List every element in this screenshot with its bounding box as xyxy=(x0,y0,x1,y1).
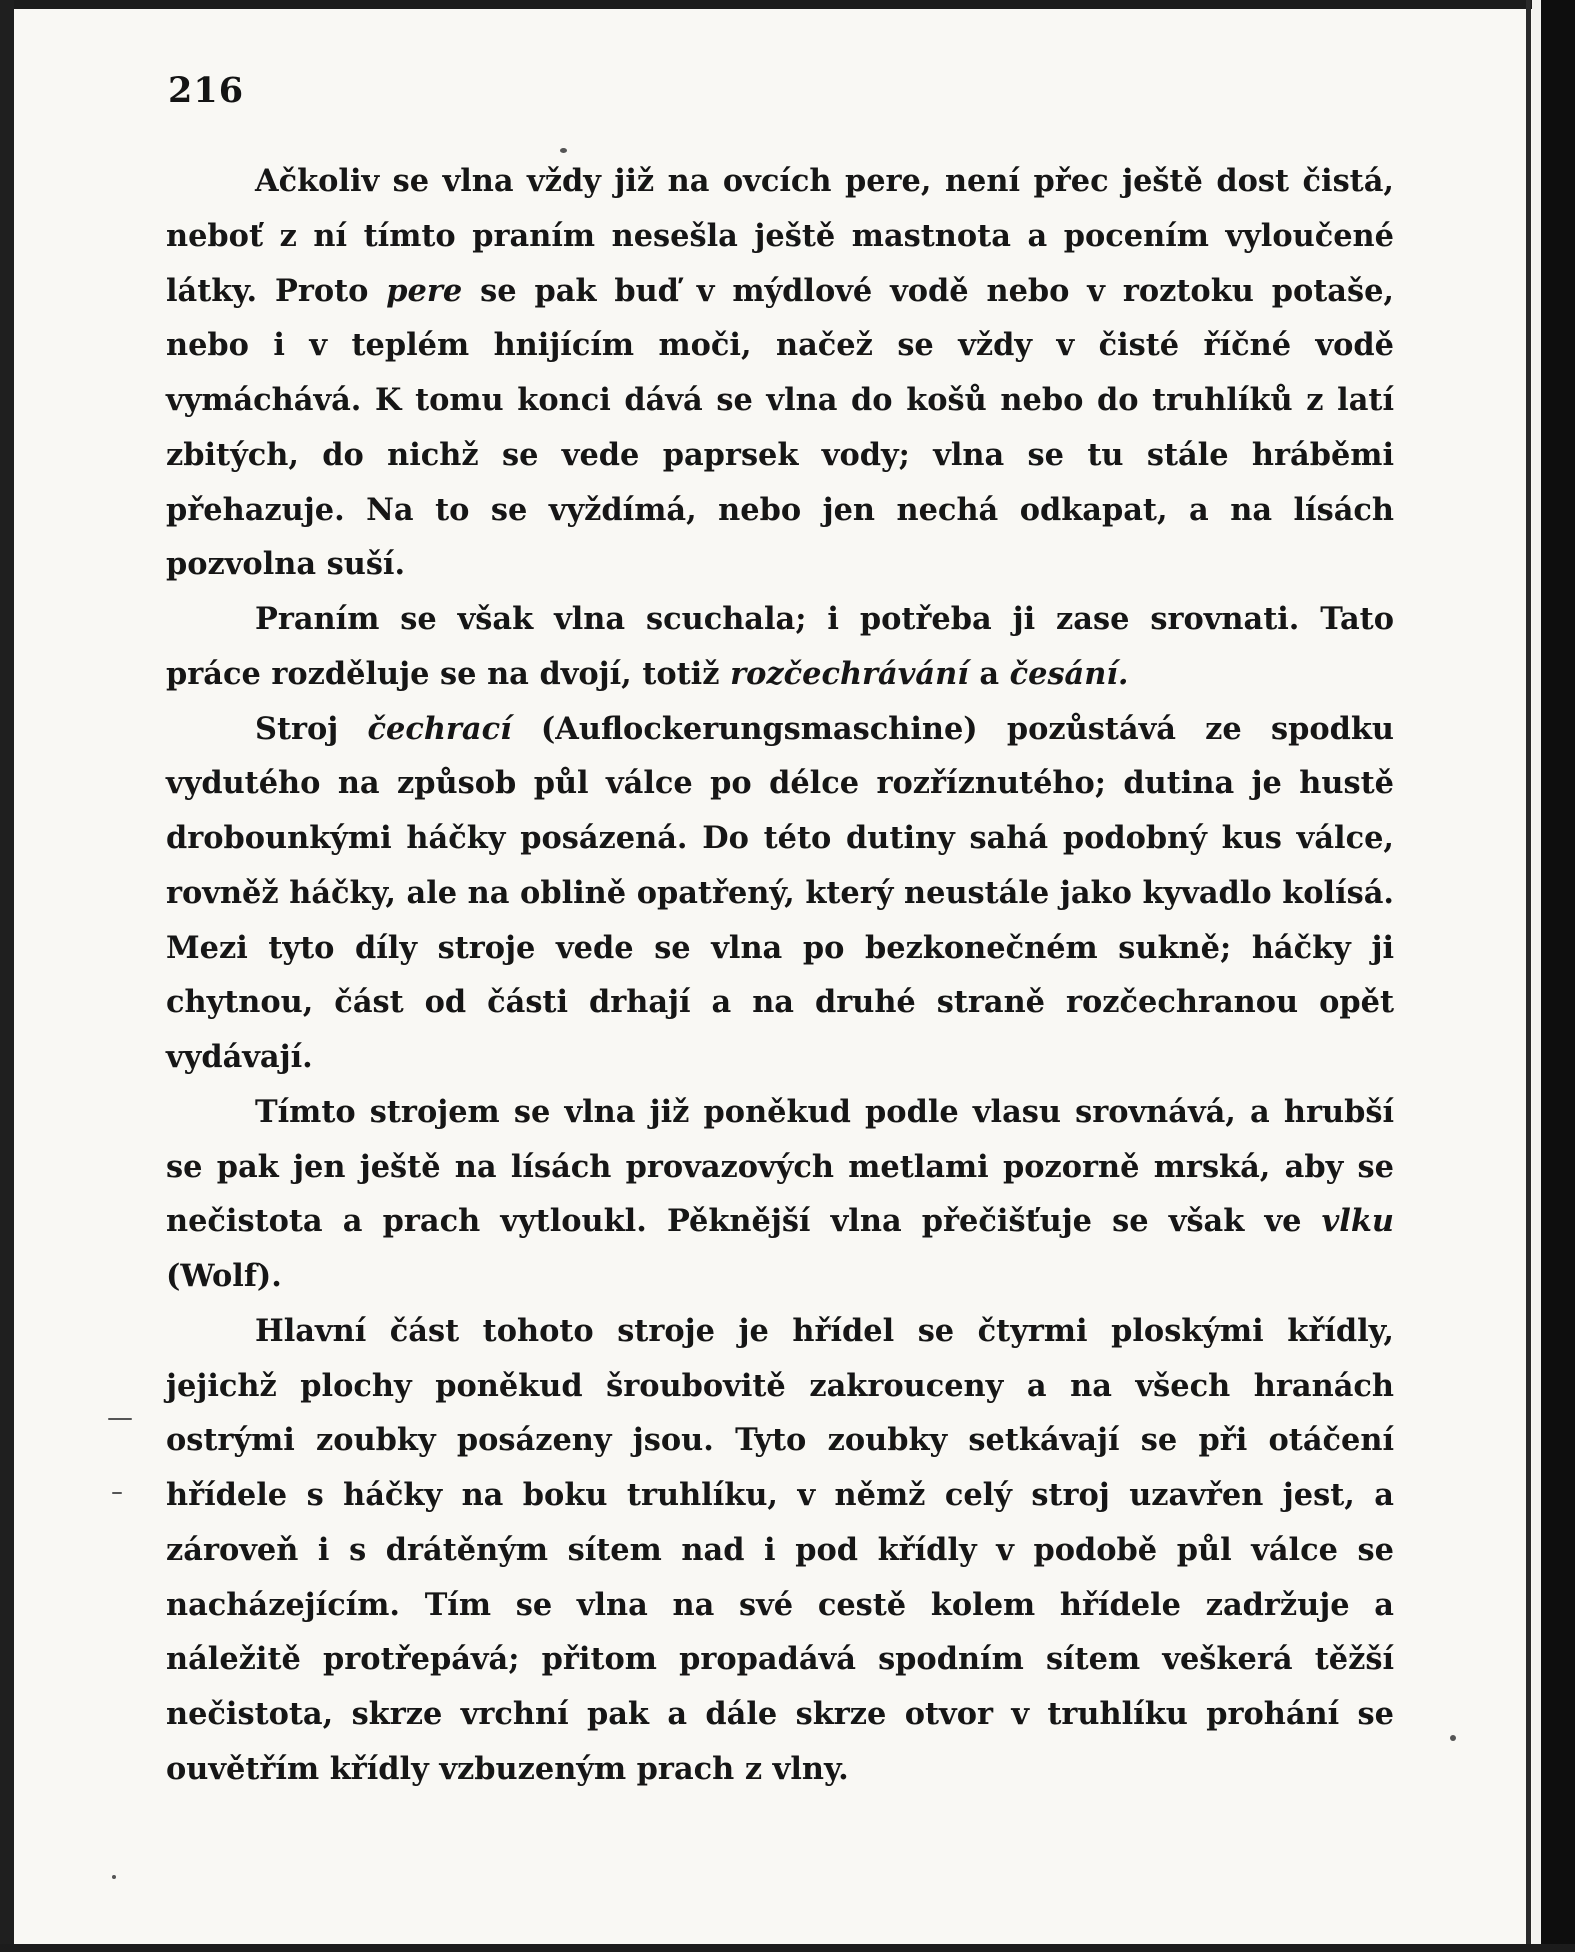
text-run: se pak buď v mýdlové vodě nebo v roztoku potaše, nebo i v teplém hnijícím moči, načež se vždy v čisté říčné vodě vymáchává. K tomu konci dává se vlna do košů nebo do truhlíků z latí zbitých, do nichž se vede paprsek vody; vlna se tu stále hráběmi přehazuje. Na to se vyždímá, nebo jen nechá odkapat, a na lísách pozvolna suší. xyxy=(166,272,1395,583)
text-run: Hlavní část tohoto stroje je hřídel se čtyrmi ploskými křídly, jejichž plochy poněkud šroubovitě zakrouceny a na všech hranách ostrými zoubky posázeny jsou. Tyto zoubky setkávají se při otáčení hřídele s háčky na boku truhlíku, v němž celý stroj uzavřen jest, a zároveň i s drátěným sítem nad i pod křídly v podobě půl válce se nacházejícím. Tím se vlna na své cestě kolem hřídele zadržuje a náležitě protřepává; přitom propadává spodním sítem veškerá těžší nečistota, skrze vrchní pak a dále skrze otvor v truhlíku prohání se ouvětřím křídly vzbuzeným prach z vlny. xyxy=(166,1312,1394,1787)
emphasized-term: pere xyxy=(386,272,463,309)
paragraph-2 xyxy=(166,592,1394,702)
paragraph-3 xyxy=(166,702,1394,1085)
text-run: (Auflockerungsmaschine) pozůstává ze spodku vydutého na způsob půl válce po délce rozříznutého; dutina je hustě drobounkými háčky posázená. Do této dutiny sahá podobný kus válce, rovněž háčky, ale na oblině opatřený, který neustále jako kyvadlo kolísá. Mezi tyto díly stroje vede se vlna po bezkonečném sukně; háčky ji chytnou, část od části drhají a na druhé straně rozčechranou opět vydávají. xyxy=(166,710,1395,1075)
paragraph-5 xyxy=(166,1304,1394,1797)
text-run: Praním se však vlna scuchala; i potřeba ji zase srovnati. Tato práce rozděluje se na dvojí, totiž xyxy=(166,601,1394,692)
scan-border-left xyxy=(0,0,14,1952)
scan-border-right-gap xyxy=(1532,0,1541,1952)
print-speck xyxy=(560,148,567,153)
body-text xyxy=(166,154,1394,1797)
text-run: Ačkoliv se vlna vždy již na ovcích pere, není přec ještě dost čistá, neboť z ní tímto praním nesešla ještě mastnota a pocením vyloučené látky. Proto xyxy=(166,163,1394,309)
text-run: Stroj xyxy=(255,710,368,747)
emphasized-term: česání. xyxy=(1009,655,1129,692)
print-speck xyxy=(108,1418,132,1420)
scan-border-right xyxy=(1541,0,1575,1952)
paragraph-1 xyxy=(166,154,1394,592)
scan-border-right-inner xyxy=(1526,0,1531,1952)
print-speck xyxy=(112,1875,116,1879)
print-speck xyxy=(112,1492,122,1494)
emphasized-term: vlku xyxy=(1321,1203,1394,1240)
text-run: Tímto strojem se vlna již poněkud podle vlasu srovnává, a hrubší se pak jen ještě na lísách provazových metlami pozorně mrská, aby se nečistota a prach vytloukl. Pěknější vlna přečišťuje se však ve xyxy=(166,1093,1394,1240)
scan-border-bottom xyxy=(0,1944,1575,1952)
print-speck xyxy=(1450,1735,1456,1741)
text-run: (Wolf). xyxy=(166,1258,282,1294)
paragraph-4 xyxy=(166,1085,1394,1304)
text-run: a xyxy=(968,655,1010,692)
page-number: 216 xyxy=(168,70,245,111)
scan-border-top xyxy=(0,0,1575,9)
emphasized-term: čechrací xyxy=(367,710,512,747)
emphasized-term: rozčechrávání xyxy=(730,655,969,692)
